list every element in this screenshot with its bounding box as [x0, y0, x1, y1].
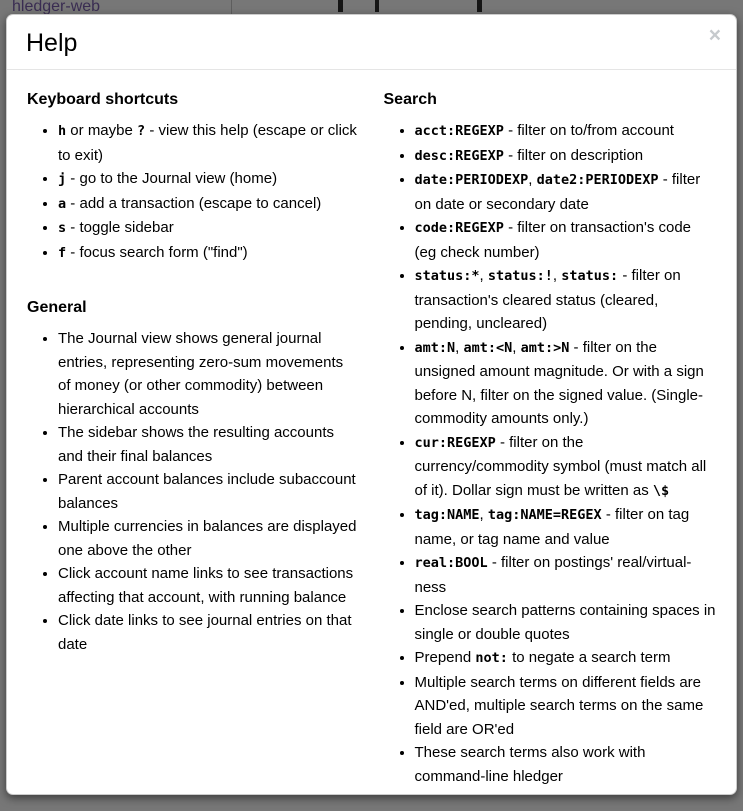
section-heading: Search — [383, 91, 437, 108]
inline-code: \$ — [652, 482, 670, 499]
inline-text: These search terms also work with command-line hledger — [414, 744, 646, 785]
inline-text: - focus search form ("find") — [66, 243, 248, 261]
inline-text: Parent account balances include subaccount balances — [58, 471, 356, 512]
list-item — [58, 468, 360, 515]
list-item — [58, 515, 360, 562]
inline-text: - filter on the unsigned amount magnitude. Or with a sign before N, filter on the signed value. (Single-commodity amounts only.) — [414, 338, 704, 427]
inline-code: tag:NAME — [414, 507, 480, 523]
inline-text: - add a transaction (escape to cancel) — [66, 194, 322, 212]
inline-code: h — [58, 123, 67, 139]
list-item — [58, 119, 360, 167]
inline-code: amt:<N — [463, 339, 513, 356]
help-list — [382, 119, 717, 788]
inline-code: status:! — [487, 268, 553, 284]
inline-text: Multiple currencies in balances are displayed one above the other — [58, 518, 357, 559]
inline-code: s — [58, 220, 67, 236]
list-item — [58, 241, 360, 266]
inline-text: , — [528, 171, 537, 188]
inline-code: code:REGEXP — [414, 220, 504, 236]
close-icon[interactable]: × — [708, 24, 721, 47]
list-item — [58, 192, 360, 217]
list-item — [415, 168, 717, 216]
background-heading-fragment — [375, 0, 379, 12]
inline-code: cur:REGEXP — [414, 434, 496, 451]
help-right-column — [382, 70, 717, 788]
list-item — [415, 431, 717, 504]
inline-code: desc:REGEXP — [414, 147, 504, 164]
inline-code: date2:PERIODEXP — [536, 172, 659, 188]
inline-text: - toggle sidebar — [66, 219, 174, 236]
inline-code: a — [58, 195, 67, 212]
inline-code: acct:REGEXP — [414, 123, 504, 139]
inline-text: - filter on the currency/commodity symbol (must match all of it). Dollar sign must be written as — [414, 433, 707, 499]
inline-text: Multiple search terms on different fields are AND'ed, multiple search terms on the same field are OR'ed — [414, 673, 704, 738]
list-item — [58, 216, 360, 241]
inline-code: date:PERIODEXP — [414, 172, 529, 188]
inline-text: - filter on postings' real/virtual-ness — [414, 554, 692, 596]
inline-text: , — [455, 338, 464, 356]
inline-text: - filter on transaction's code (eg check number) — [414, 219, 692, 261]
list-item — [415, 264, 717, 336]
list-item — [415, 503, 717, 551]
list-item — [58, 327, 360, 421]
background-heading-fragment — [338, 0, 343, 12]
inline-text: - filter on tag name, or tag name and value — [414, 506, 690, 548]
inline-code: amt:N — [414, 339, 456, 356]
inline-text: - view this help (escape or click to exit) — [58, 122, 357, 164]
inline-text: - filter on description — [503, 146, 644, 164]
help-list — [25, 119, 360, 265]
inline-text: The Journal view shows general journal entries, representing zero-sum movements of money (or other commodity) between hierarchical accounts — [58, 330, 344, 418]
inline-text: Prepend — [414, 649, 476, 666]
inline-code: real:BOOL — [414, 555, 488, 571]
inline-code: f — [58, 244, 67, 261]
list-item — [58, 167, 360, 192]
background-sidebar-divider — [231, 0, 232, 14]
inline-text: Click account name links to see transactions affecting that account, with running balance — [58, 565, 354, 606]
list-item — [415, 671, 717, 742]
list-item — [415, 336, 717, 431]
list-item — [58, 562, 360, 609]
inline-text: - go to the Journal view (home) — [66, 170, 278, 187]
inline-code: status: — [561, 268, 619, 284]
inline-text: - filter on date or secondary date — [414, 171, 701, 213]
inline-text: Enclose search patterns containing spaces in single or double quotes — [414, 602, 716, 643]
inline-code: j — [58, 171, 67, 187]
list-item — [415, 599, 717, 646]
inline-text: - filter on to/from account — [503, 122, 674, 139]
list-item — [58, 421, 360, 468]
inline-text: or maybe — [66, 122, 138, 139]
inline-text: to negate a search term — [507, 649, 671, 666]
inline-text: - filter on transaction's cleared status (cleared, pending, uncleared) — [414, 267, 681, 332]
inline-text: , — [552, 267, 562, 284]
inline-code: status:* — [414, 268, 480, 284]
inline-code: tag:NAME=REGEX — [487, 507, 602, 523]
inline-text: , — [479, 267, 488, 284]
list-item — [415, 551, 717, 599]
background-heading-fragment — [477, 0, 482, 12]
inline-code: ? — [137, 123, 146, 139]
inline-text: The sidebar shows the resulting accounts and their final balances — [58, 424, 334, 465]
list-item — [415, 119, 717, 144]
section-heading: General — [27, 299, 87, 316]
list-item — [415, 144, 717, 169]
list-item — [415, 741, 717, 788]
help-modal — [6, 14, 737, 795]
modal-title: Help — [26, 29, 78, 57]
background-hledger-web-link: hledger-web — [12, 0, 101, 14]
help-left-column — [25, 70, 360, 788]
list-item — [415, 646, 717, 671]
inline-text: , — [479, 506, 488, 523]
section-heading: Keyboard shortcuts — [27, 91, 179, 108]
list-item — [415, 216, 717, 264]
help-modal-header — [7, 15, 736, 70]
help-modal-body — [7, 70, 736, 795]
inline-code: not: — [475, 650, 508, 666]
inline-code: amt:>N — [520, 339, 570, 356]
list-item — [58, 609, 360, 656]
help-list — [25, 327, 360, 656]
dimmed-page-backdrop — [0, 0, 743, 14]
inline-text: , — [512, 338, 521, 356]
inline-text: Click date links to see journal entries on that date — [58, 612, 352, 653]
